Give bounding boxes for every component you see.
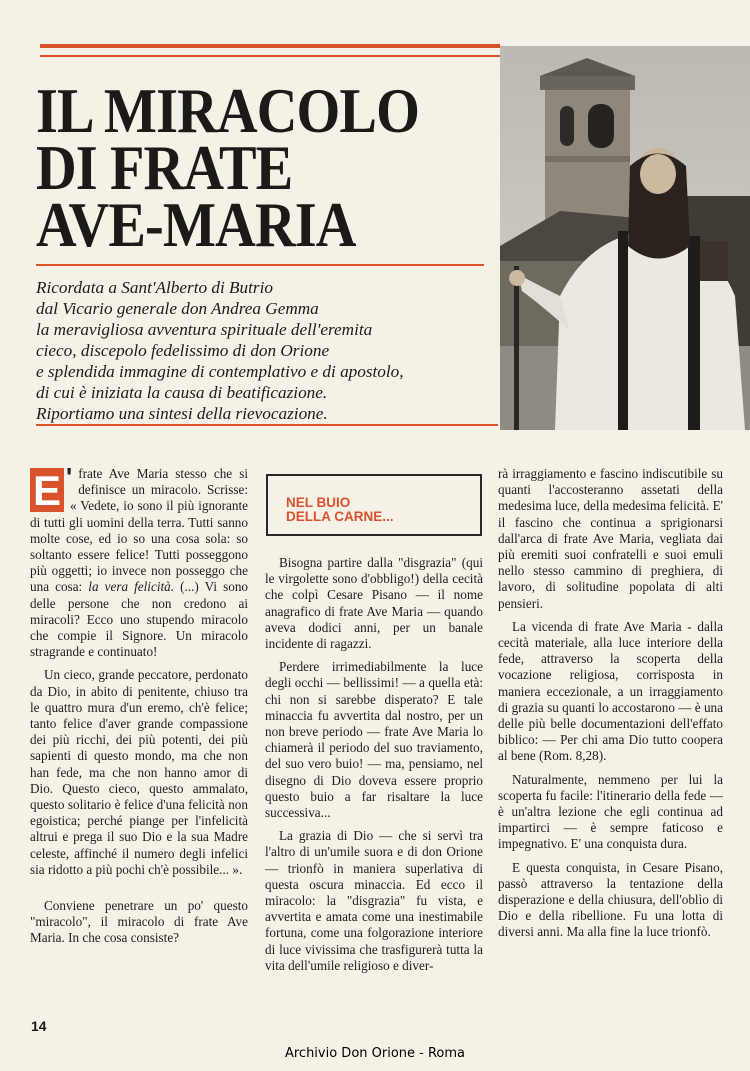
paragraph: Bisogna partire dalla "disgrazia" (qui le virgolette sono d'obbligo!) della cecità che colpì Cesare Pisano — il nome anagrafico di frate Ave Maria — quando aveva dodici anni, per un banale incidente di ragazzi. <box>265 555 483 652</box>
title-line: DI FRATE <box>36 132 293 203</box>
paragraph: Perdere irrimediabilmente la luce degli occhi — bellissimi! — a quella età: chi non si sarebbe disperato? E tale minaccia fu avvertita dal nostro, per un non breve periodo — frate Ave Maria lo chiamerà il periodo del suo traviamento, del suo vero buio! — ma, pensiamo, nel disegno di Dio doveva essere proprio questo buio a far risaltare la luce successiva... <box>265 659 483 821</box>
top-rule <box>40 44 500 48</box>
title-line: IL MIRACOLO <box>36 75 420 146</box>
text-column-3 <box>498 466 723 948</box>
section-heading-line: NEL BUIO <box>286 495 351 510</box>
paragraph-italic: la vera felicità. <box>88 579 175 595</box>
intro-line: la meravigliosa avventura spirituale dell'eremita <box>36 320 373 339</box>
intro-line: e splendida immagine di contemplativo e di apostolo, <box>36 362 404 381</box>
paragraph <box>30 462 249 660</box>
paragraph: La vicenda di frate Ave Maria - dalla cecità materiale, alla luce interiore della fede, attraverso la scoperta della vocazione religiosa, corrisposta in maniera eccezionale, a un irraggiamento di grazia su quanti lo accostarono — è una delle più belle documentazioni dell'effato biblico: — Per chi ama Dio tutto coopera al bene (Rom. 8,28). <box>498 618 723 764</box>
intro-line: Riportiamo una sintesi della rievocazione. <box>36 404 328 423</box>
mid-rule <box>36 264 484 266</box>
title-line: AVE-MARIA <box>36 189 356 260</box>
drop-cap: E <box>30 468 64 512</box>
section-heading-box <box>266 474 482 536</box>
paragraph: Naturalmente, nemmeno per lui la scoperta fu facile: l'itinerario della fede — è un'altra lezione che egli continua ad impartirci — è sempre faticoso e impegnativo. E' una conquista dura. <box>498 771 723 852</box>
text-column-2 <box>265 555 483 981</box>
paragraph: rà irraggiamento e fascino indiscutibile su quanti l'accosteranno assetati della medesima luce, della medesima felicità. E' il fascino che continua a sprigionarsi dall'arca di frate Ave Maria, vegliata dai più eremiti suoi confratelli e suoi emuli nello stesso cammino di preghiera, di lavoro, di solitudine popolata di alti pensieri. <box>498 466 723 611</box>
intro-line: cieco, discepolo fedelissimo di don Orione <box>36 341 330 360</box>
section-heading <box>286 496 394 524</box>
paragraph: E questa conquista, in Cesare Pisano, passò attraverso la tentazione della disperazione e della chiusura, dell'oblìo di Dio e della ribellione. Fu una lotta di diversi anni. Ma alla fine la luce trionfò. <box>498 859 723 940</box>
paragraph: Conviene penetrare un po' questo "miracolo", il miracolo di frate Ave Maria. In che cosa consiste? <box>30 898 248 946</box>
section-heading-line: DELLA CARNE... <box>286 509 394 524</box>
intro-rule <box>36 424 498 426</box>
paragraph-text: (...) Vi sono delle persone che non credono ai miracoli? Ecco uno stupendo miracolo che compie il Signore. Un miracolo stragrande e continuato! <box>30 579 249 660</box>
article-intro <box>36 277 506 424</box>
article-title <box>36 75 441 260</box>
text-column-1 <box>30 462 249 954</box>
hermit-photo <box>500 46 750 430</box>
paragraph: La grazia di Dio — che si servì tra l'altro di un'umile suora e di don Orione — trionfò in maniera superlativa di questa oscura minaccia. Ed ecco il miracolo: la "disgrazia" fu vista, e avvertita e amata come una inestimabile fortuna, come una folgorazione interiore di luce vivissima che trasfigurerà tutta la vita dell'umile religioso e diver- <box>265 828 483 973</box>
page-number: 14 <box>31 1018 47 1034</box>
hermit-photo-illustration <box>500 46 750 430</box>
paragraph-text: frate Ave Maria stesso che si definisce un miracolo. Scrisse: « Vedete, io sono il più ignorante di tutti gli uomini della terra. Tutti sanno molte cose, ed io so una cosa sola: so soltanto essere felice! Tutti posseggono più oggetti; io invece non posseggo che una cosa: <box>30 466 248 595</box>
top-rule-thin <box>40 55 500 57</box>
paragraph: Un cieco, grande peccatore, perdonato da Dio, in abito di penitente, chiuso tra le quattro mura d'un eremo, ch'è felice; tanto felice d'aver grande compassione dei più ricchi, dei più potenti, dei più sapienti di questo mondo, ma che non han fede, ma che non hanno amor di Dio. Questo cieco, questo ammalato, questo solitario è felice d'una felicità non egoistica; perché piange per l'infelicità altrui e prega il suo Dio e la sua Madre celeste, affinché il numero degli infelici sia ridotto a più pochi ch'è possibile... ». <box>30 667 248 877</box>
intro-line: di cui è iniziata la causa di beatificazione. <box>36 383 328 402</box>
drop-cap-apostrophe: ' <box>66 462 73 492</box>
intro-line: dal Vicario generale don Andrea Gemma <box>36 299 319 318</box>
archive-footer: Archivio Don Orione - Roma <box>284 1046 466 1061</box>
intro-line: Ricordata a Sant'Alberto di Butrio <box>36 278 273 297</box>
